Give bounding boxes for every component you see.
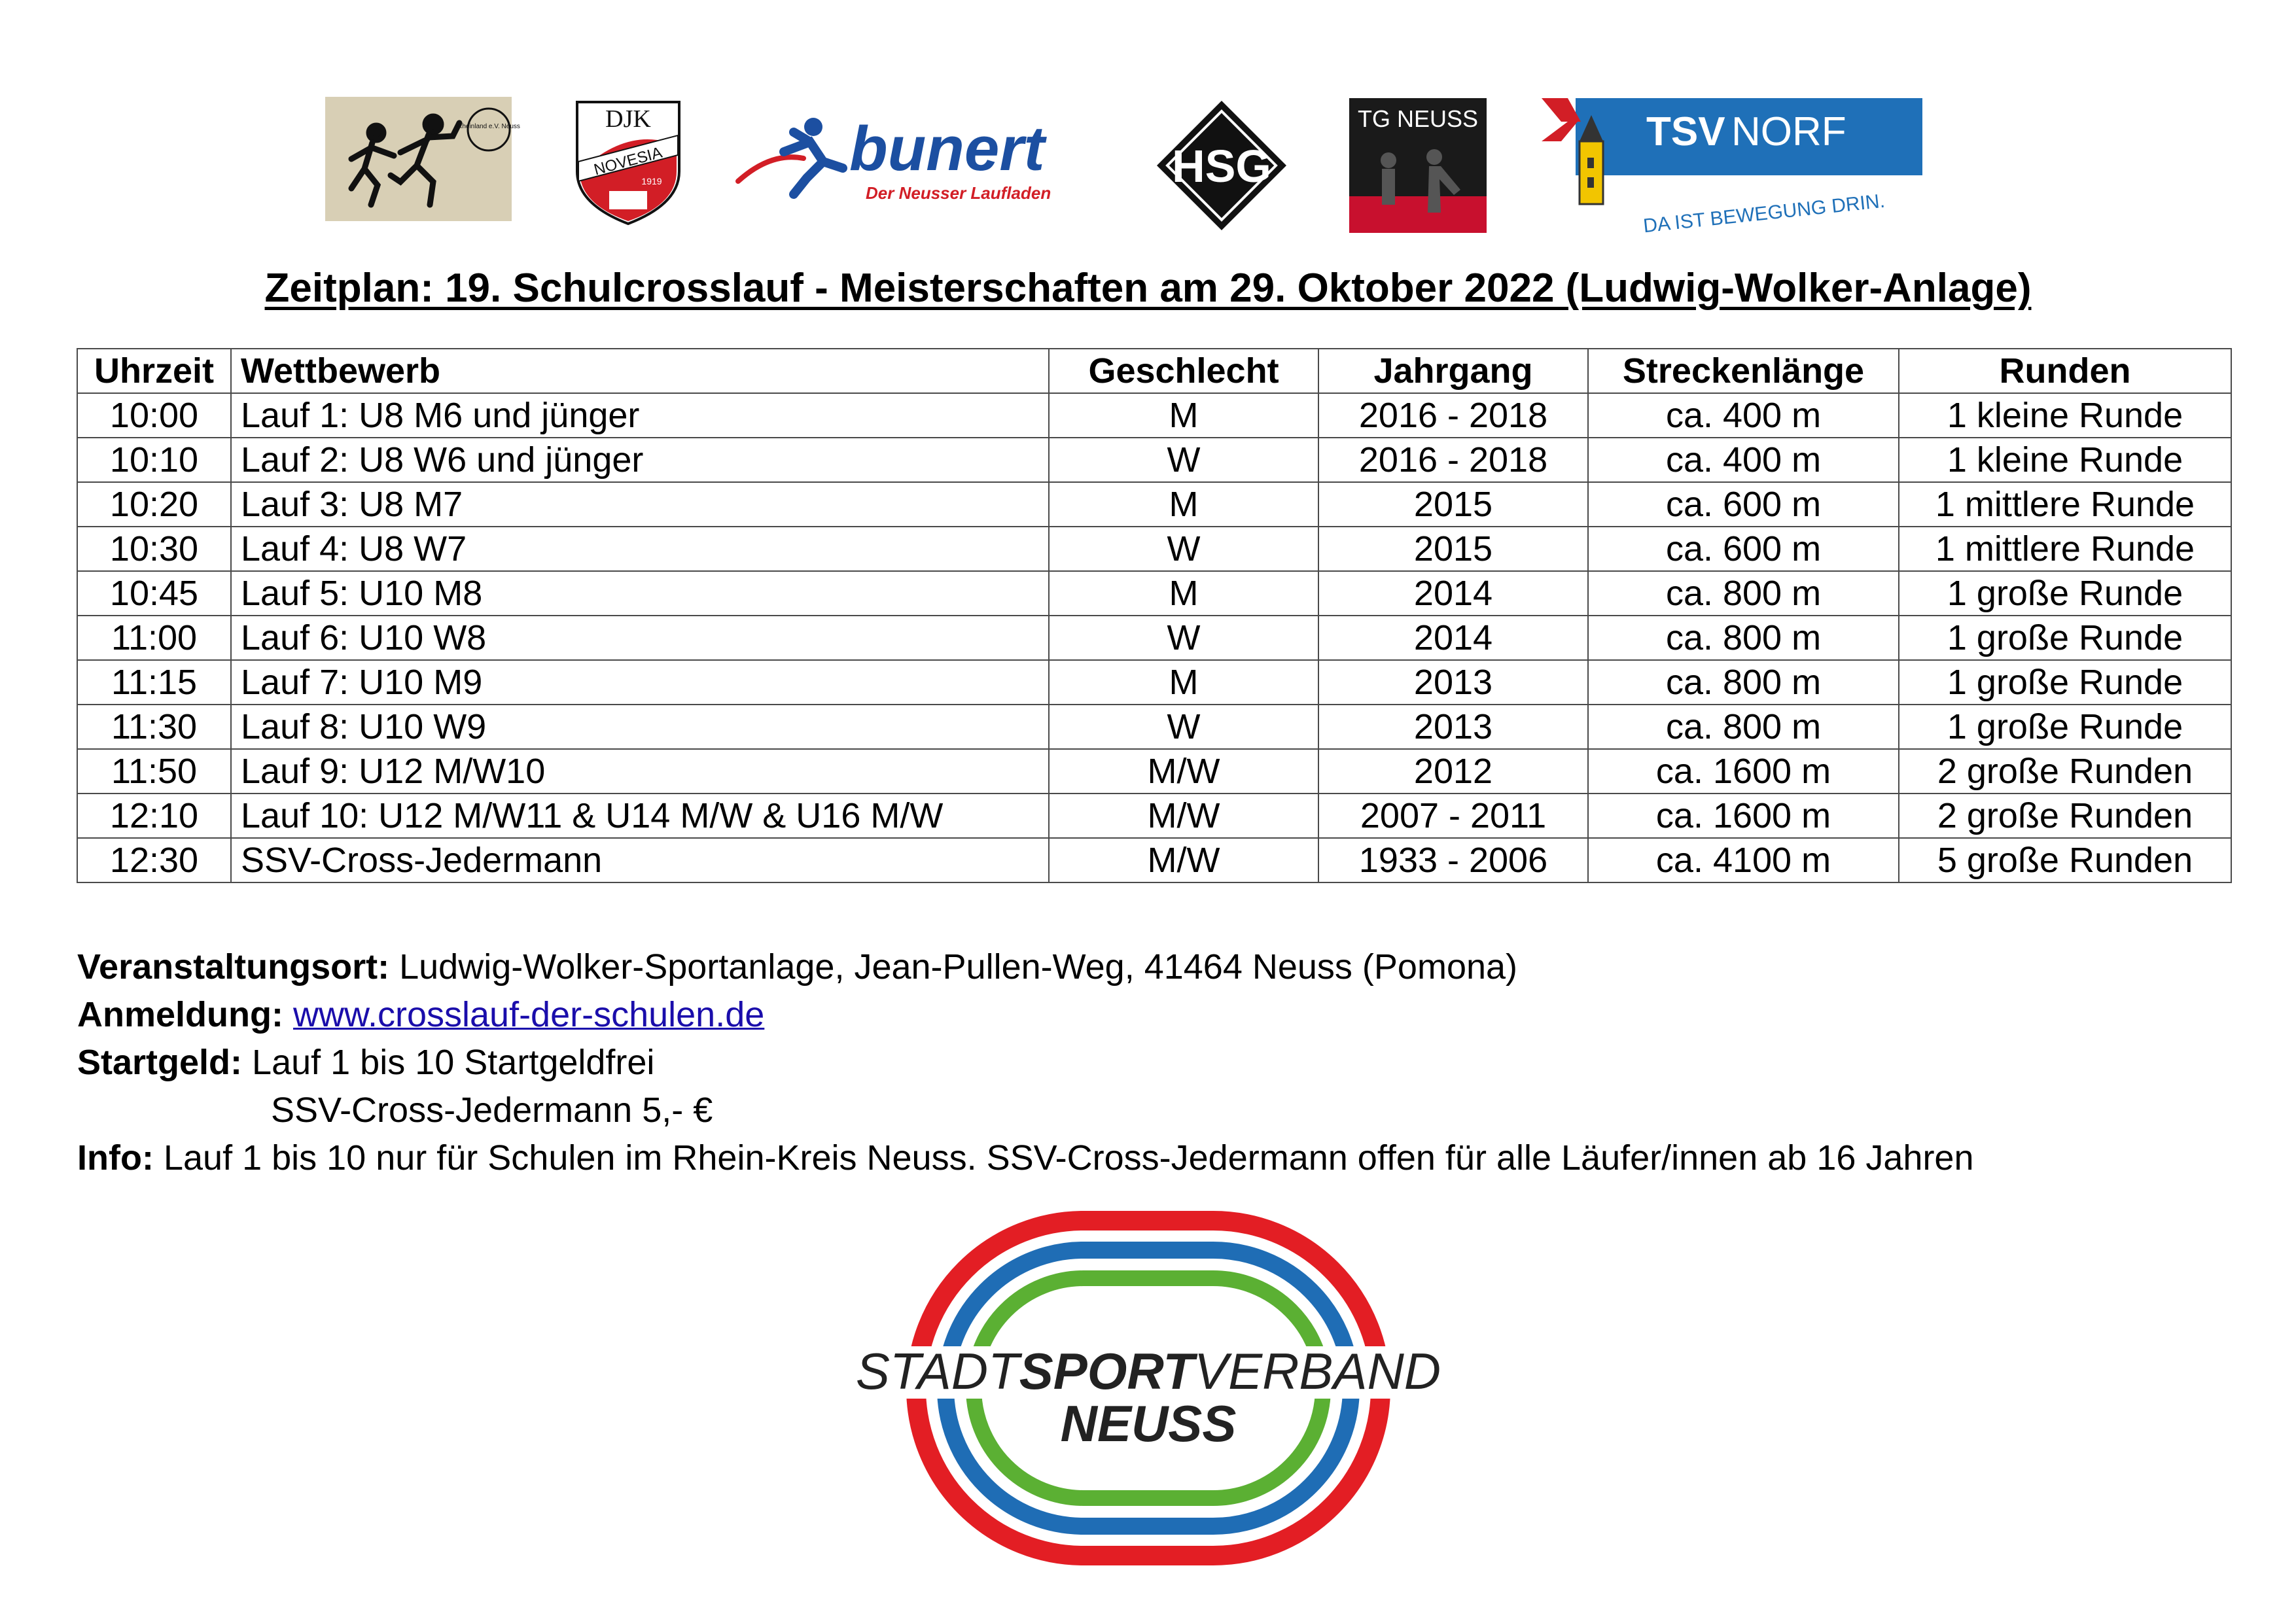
cell-uhrzeit: 11:15: [77, 660, 231, 705]
table-header-row: [77, 349, 2231, 393]
cell-geschlecht: M: [1049, 482, 1318, 527]
table-row: [77, 438, 2231, 482]
cell-streckenlaenge: ca. 1600 m: [1588, 749, 1899, 794]
runner-icon: [732, 113, 1065, 211]
cell-geschlecht: W: [1049, 527, 1318, 571]
cell-geschlecht: W: [1049, 438, 1318, 482]
registration-line: [77, 991, 1974, 1039]
info-block: [77, 943, 1974, 1182]
schedule-table: [77, 348, 2232, 883]
cell-geschlecht: M: [1049, 660, 1318, 705]
cell-streckenlaenge: ca. 1600 m: [1588, 794, 1899, 838]
cell-uhrzeit: 10:20: [77, 482, 231, 527]
cell-jahrgang: 2014: [1318, 616, 1588, 660]
table-row: [77, 794, 2231, 838]
cell-streckenlaenge: ca. 800 m: [1588, 571, 1899, 616]
cell-uhrzeit: 11:30: [77, 705, 231, 749]
hsg-text: HSG: [1172, 141, 1271, 192]
cell-jahrgang: 2015: [1318, 482, 1588, 527]
page-title: Zeitplan: 19. Schulcrosslauf - Meisterschaften am 29. Oktober 2022 (Ludwig-Wolker-Anlage): [264, 266, 2032, 311]
cell-runden: 5 große Runden: [1899, 838, 2231, 882]
djk-novesia-logo: [573, 99, 683, 226]
cell-geschlecht: W: [1049, 616, 1318, 660]
cell-wettbewerb: SSV-Cross-Jedermann: [231, 838, 1049, 882]
hsg-logo: [1154, 98, 1289, 233]
cell-streckenlaenge: ca. 800 m: [1588, 616, 1899, 660]
tsv-name-light: NORF: [1731, 109, 1846, 154]
fee-line-2: [77, 1087, 1974, 1134]
cell-wettbewerb: Lauf 4: U8 W7: [231, 527, 1049, 571]
cell-streckenlaenge: ca. 600 m: [1588, 482, 1899, 527]
cell-runden: 2 große Runden: [1899, 749, 2231, 794]
cell-jahrgang: 2016 - 2018: [1318, 438, 1588, 482]
cell-streckenlaenge: ca. 400 m: [1588, 393, 1899, 438]
cell-wettbewerb: Lauf 8: U10 W9: [231, 705, 1049, 749]
cell-runden: 1 große Runde: [1899, 571, 2231, 616]
tsv-norf-logo: [1542, 96, 1925, 238]
registration-link[interactable]: www.crosslauf-der-schulen.de: [292, 995, 765, 1034]
fee-label: Startgeld:: [77, 1043, 243, 1082]
cell-wettbewerb: Lauf 1: U8 M6 und jünger: [231, 393, 1049, 438]
fee-value-2: SSV-Cross-Jedermann 5,- €: [271, 1091, 713, 1130]
cell-uhrzeit: 10:00: [77, 393, 231, 438]
header-geschlecht: Geschlecht: [1049, 349, 1318, 393]
tg-neuss-icon: [1349, 98, 1487, 233]
cell-streckenlaenge: ca. 800 m: [1588, 660, 1899, 705]
registration-label: Anmeldung:: [77, 995, 283, 1034]
cell-runden: 1 mittlere Runde: [1899, 482, 2231, 527]
tsv-name-bold: TSV: [1646, 109, 1725, 154]
table-row: [77, 571, 2231, 616]
cell-geschlecht: M: [1049, 393, 1318, 438]
cell-runden: 1 kleine Runde: [1899, 393, 2231, 438]
cell-geschlecht: W: [1049, 705, 1318, 749]
tsv-slogan: DA IST BEWEGUNG DRIN.: [1642, 190, 1886, 237]
cell-wettbewerb: Lauf 9: U12 M/W10: [231, 749, 1049, 794]
table-row: [77, 482, 2231, 527]
info-label: Info:: [77, 1138, 154, 1178]
cell-jahrgang: 2015: [1318, 527, 1588, 571]
cell-uhrzeit: 11:50: [77, 749, 231, 794]
tsv-norf-icon: [1542, 96, 1925, 238]
cell-streckenlaenge: ca. 4100 m: [1588, 838, 1899, 882]
svg-text:STADTSPORTVERBAND: [856, 1342, 1441, 1400]
runners-logo: [325, 97, 520, 221]
cell-uhrzeit: 11:00: [77, 616, 231, 660]
ssv-sport: SPORT: [1019, 1342, 1195, 1400]
info-value: Lauf 1 bis 10 nur für Schulen im Rhein-Kreis Neuss. SSV-Cross-Jedermann offen für alle Läufer/innen ab 16 Jahren: [163, 1138, 1974, 1178]
cell-streckenlaenge: ca. 600 m: [1588, 527, 1899, 571]
cell-wettbewerb: Lauf 2: U8 W6 und jünger: [231, 438, 1049, 482]
cell-jahrgang: 1933 - 2006: [1318, 838, 1588, 882]
ssv-neuss: NEUSS: [1060, 1395, 1237, 1452]
cell-uhrzeit: 10:30: [77, 527, 231, 571]
cell-wettbewerb: Lauf 6: U10 W8: [231, 616, 1049, 660]
cell-wettbewerb: Lauf 5: U10 M8: [231, 571, 1049, 616]
cell-jahrgang: 2012: [1318, 749, 1588, 794]
stadtsportverband-logo: [855, 1215, 1441, 1561]
fee-line: [77, 1039, 1974, 1087]
cell-uhrzeit: 10:45: [77, 571, 231, 616]
runners-icon: [325, 97, 520, 221]
djk-band-text: NOVESIA: [592, 143, 664, 179]
table-row: [77, 705, 2231, 749]
cell-jahrgang: 2014: [1318, 571, 1588, 616]
cell-jahrgang: 2013: [1318, 705, 1588, 749]
cell-jahrgang: 2013: [1318, 660, 1588, 705]
fee-value-1: Lauf 1 bis 10 Startgeldfrei: [252, 1043, 655, 1082]
table-row: [77, 527, 2231, 571]
cell-geschlecht: M/W: [1049, 838, 1318, 882]
cell-jahrgang: 2007 - 2011: [1318, 794, 1588, 838]
cell-runden: 1 große Runde: [1899, 660, 2231, 705]
table-row: [77, 393, 2231, 438]
tg-neuss-logo: [1349, 98, 1487, 233]
table-row: [77, 616, 2231, 660]
header-streckenlaenge: Streckenlänge: [1588, 349, 1899, 393]
header-runden: Runden: [1899, 349, 2231, 393]
cell-streckenlaenge: ca. 400 m: [1588, 438, 1899, 482]
cell-wettbewerb: Lauf 7: U10 M9: [231, 660, 1049, 705]
ssv-stadt: STADT: [855, 1342, 1019, 1400]
venue-line: [77, 943, 1974, 991]
cell-runden: 1 große Runde: [1899, 705, 2231, 749]
hsg-diamond-icon: [1154, 98, 1289, 233]
running-track-icon: [855, 1215, 1441, 1561]
cell-runden: 1 mittlere Runde: [1899, 527, 2231, 571]
table-row: [77, 660, 2231, 705]
cell-runden: 1 große Runde: [1899, 616, 2231, 660]
runners-logo-label: Rheinland e.V. Neuss: [457, 123, 520, 130]
table-row: [77, 749, 2231, 794]
header-jahrgang: Jahrgang: [1318, 349, 1588, 393]
cell-geschlecht: M/W: [1049, 794, 1318, 838]
bunert-tagline: Der Neusser Laufladen: [866, 183, 1051, 203]
venue-label: Veranstaltungsort:: [77, 947, 390, 986]
djk-top-text: DJK: [605, 105, 651, 133]
cell-jahrgang: 2016 - 2018: [1318, 393, 1588, 438]
cell-wettbewerb: Lauf 10: U12 M/W11 & U14 M/W & U16 M/W: [231, 794, 1049, 838]
cell-uhrzeit: 12:30: [77, 838, 231, 882]
info-line: [77, 1134, 1974, 1182]
cell-runden: 2 große Runden: [1899, 794, 2231, 838]
cell-uhrzeit: 12:10: [77, 794, 231, 838]
header-uhrzeit: Uhrzeit: [77, 349, 231, 393]
table-row: [77, 838, 2231, 882]
cell-streckenlaenge: ca. 800 m: [1588, 705, 1899, 749]
cell-wettbewerb: Lauf 3: U8 M7: [231, 482, 1049, 527]
bunert-name: bunert: [849, 114, 1045, 184]
cell-geschlecht: M: [1049, 571, 1318, 616]
djk-year-text: 1919: [641, 176, 662, 186]
cell-geschlecht: M/W: [1049, 749, 1318, 794]
cell-runden: 1 kleine Runde: [1899, 438, 2231, 482]
schedule-body: [77, 393, 2231, 882]
tg-neuss-text: TG NEUSS: [1357, 105, 1479, 132]
header-wettbewerb: Wettbewerb: [231, 349, 1049, 393]
cell-uhrzeit: 10:10: [77, 438, 231, 482]
ssv-verband: VERBAND: [1194, 1342, 1441, 1400]
djk-crest-icon: [573, 99, 683, 226]
bunert-logo: [732, 113, 1065, 211]
venue-value: Ludwig-Wolker-Sportanlage, Jean-Pullen-Weg, 41464 Neuss (Pomona): [399, 947, 1518, 986]
